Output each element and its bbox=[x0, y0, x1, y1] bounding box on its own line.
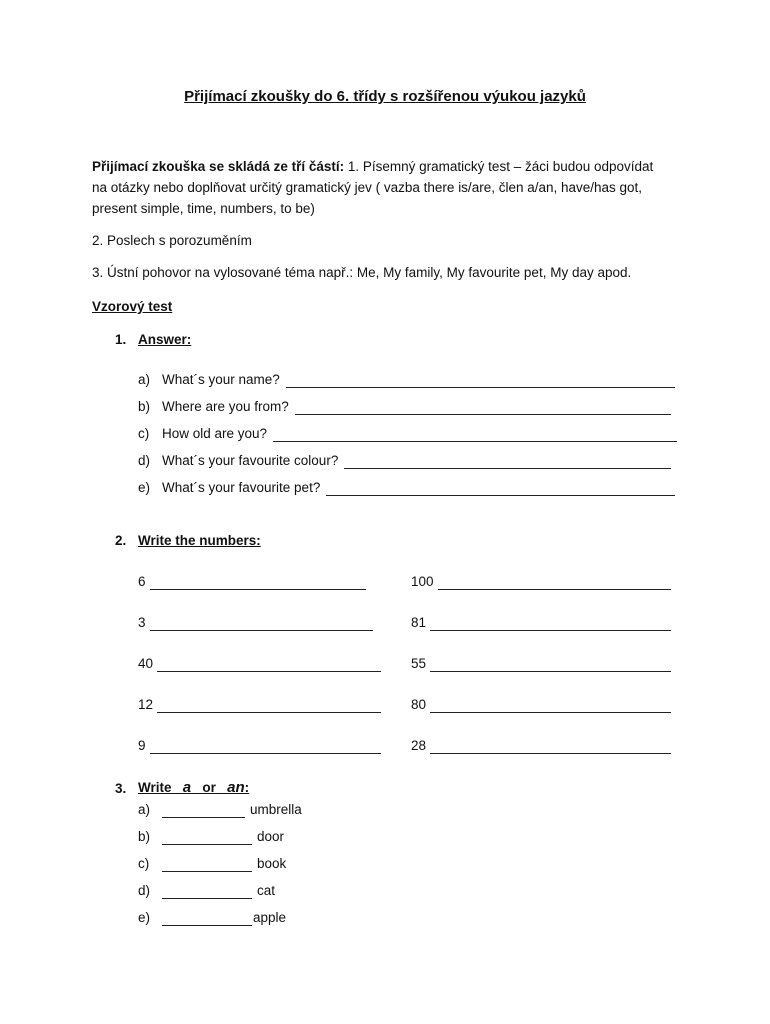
task1-item-letter: e) bbox=[138, 480, 151, 495]
task1-question: What´s your name? bbox=[162, 372, 280, 387]
article-blank-line[interactable] bbox=[162, 925, 252, 926]
article-blank-line[interactable] bbox=[162, 844, 252, 845]
task1-item-letter: b) bbox=[138, 399, 151, 414]
number-answer-line[interactable] bbox=[430, 753, 671, 754]
number-answer-line[interactable] bbox=[150, 630, 373, 631]
task3-heading-an: an bbox=[227, 779, 245, 796]
task3-heading-colon: : bbox=[244, 780, 250, 795]
task1-item-letter: c) bbox=[138, 426, 150, 441]
task3-word: apple bbox=[253, 910, 287, 925]
task3-item-letter: d) bbox=[138, 883, 151, 898]
answer-line[interactable] bbox=[344, 468, 671, 469]
task3-number: 3. bbox=[115, 781, 127, 796]
number-answer-line[interactable] bbox=[157, 712, 381, 713]
article-blank-line[interactable] bbox=[162, 898, 252, 899]
number-label: 12 bbox=[138, 697, 154, 712]
page-title: Přijímací zkoušky do 6. třídy s rozšířenou výukou jazyků bbox=[184, 88, 586, 105]
task1-item-letter: d) bbox=[138, 453, 151, 468]
answer-line[interactable] bbox=[273, 441, 677, 442]
part-3-text: 3. Ústní pohovor na vylosované téma např.: Me, My family, My favourite pet, My day apod. bbox=[92, 265, 632, 280]
answer-line[interactable] bbox=[326, 495, 675, 496]
sample-test-heading: Vzorový test bbox=[92, 299, 173, 314]
part-2-text: 2. Poslech s porozuměním bbox=[92, 233, 252, 248]
task1-number: 1. bbox=[115, 332, 127, 347]
task2-heading: Write the numbers: bbox=[138, 533, 261, 548]
intro-line-2: na otázky nebo doplňovat určitý gramatický jev ( vazba there is/are, člen a/an, have/has got, bbox=[92, 180, 643, 195]
task3-word: door bbox=[257, 829, 285, 844]
article-blank-line[interactable] bbox=[162, 871, 252, 872]
task3-heading-write: Write bbox=[138, 780, 172, 795]
number-answer-line[interactable] bbox=[430, 712, 671, 713]
task3-heading bbox=[138, 779, 249, 796]
intro-lead-rest: 1. Písemný gramatický test – žáci budou odpovídat bbox=[344, 159, 654, 174]
task3-word: umbrella bbox=[250, 802, 302, 817]
number-label: 100 bbox=[411, 574, 434, 589]
number-label: 40 bbox=[138, 656, 154, 671]
task3-heading-a: a bbox=[182, 779, 192, 796]
number-answer-line[interactable] bbox=[430, 630, 671, 631]
number-label: 3 bbox=[138, 615, 146, 630]
task3-item-letter: a) bbox=[138, 802, 151, 817]
number-answer-line[interactable] bbox=[157, 671, 381, 672]
task3-item-letter: e) bbox=[138, 910, 151, 925]
intro-line-3: present simple, time, numbers, to be) bbox=[92, 201, 315, 216]
number-label: 81 bbox=[411, 615, 427, 630]
answer-line[interactable] bbox=[295, 414, 671, 415]
intro-lead: Přijímací zkouška se skládá ze tří částí: bbox=[92, 159, 345, 174]
task3-item-letter: b) bbox=[138, 829, 151, 844]
intro-line-1 bbox=[92, 159, 653, 174]
task1-heading: Answer: bbox=[138, 332, 192, 347]
number-label: 9 bbox=[138, 738, 146, 753]
task3-word: cat bbox=[257, 883, 276, 898]
answer-line[interactable] bbox=[286, 387, 675, 388]
number-label: 80 bbox=[411, 697, 427, 712]
number-answer-line[interactable] bbox=[430, 671, 671, 672]
number-label: 55 bbox=[411, 656, 427, 671]
task1-item-letter: a) bbox=[138, 372, 151, 387]
number-label: 28 bbox=[411, 738, 427, 753]
number-answer-line[interactable] bbox=[150, 753, 381, 754]
task2-number: 2. bbox=[115, 533, 127, 548]
article-blank-line[interactable] bbox=[162, 817, 245, 818]
task3-heading-or: or bbox=[202, 780, 216, 795]
task1-question: Where are you from? bbox=[162, 399, 289, 414]
number-answer-line[interactable] bbox=[438, 589, 671, 590]
task3-item-letter: c) bbox=[138, 856, 150, 871]
task3-word: book bbox=[257, 856, 287, 871]
task1-question: What´s your favourite pet? bbox=[162, 480, 321, 495]
task1-question: What´s your favourite colour? bbox=[162, 453, 339, 468]
number-answer-line[interactable] bbox=[150, 589, 366, 590]
task1-question: How old are you? bbox=[162, 426, 268, 441]
number-label: 6 bbox=[138, 574, 146, 589]
